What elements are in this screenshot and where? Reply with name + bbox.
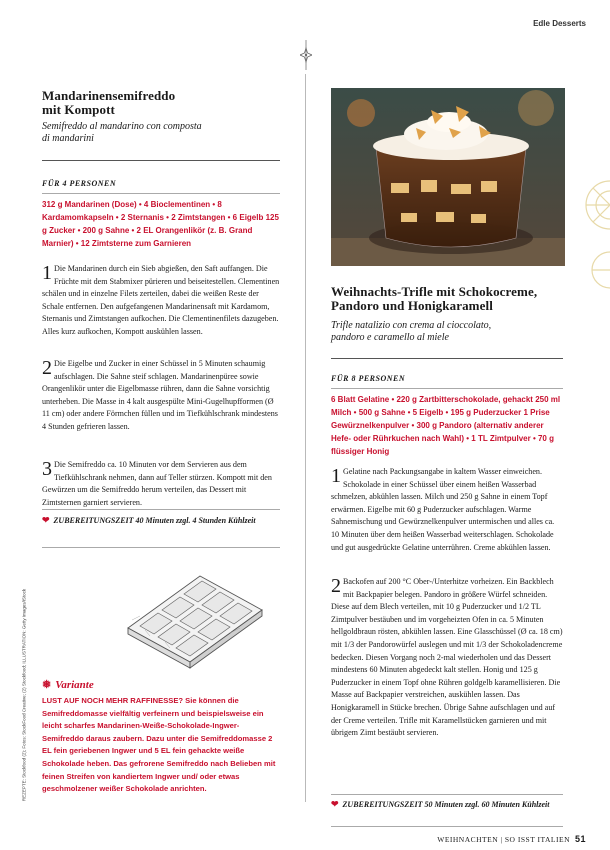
step-text: Die Mandarinen durch ein Sieb abgießen, den Saft auffangen. Die Früchte mit dem Stabmixer pürieren und beiseitestellen. Clementinen schälen und in einzelne Filets zerteilen, dabei die weißen Reste der Schale entfernen. Den aufgefangenen Mandarinensaft mit Kardamom, Sternanis und Zimtstangen aufkochen. Die Clementinenfilets dazugeben. Alles kurz aufkochen, Kompott auskühlen lassen. <box>42 264 280 336</box>
divider <box>331 358 563 359</box>
recipe-step <box>42 358 280 434</box>
recipe-subtitle-line: pandoro e caramello al miele <box>331 332 449 343</box>
recipe-title-line: Mandarinensemifreddo <box>42 88 176 103</box>
recipe-subtitle-line: di mandarini <box>42 133 94 144</box>
divider <box>331 826 563 827</box>
servings-label: FÜR 8 PERSONEN <box>331 374 406 383</box>
snowflake-icon: ❅ <box>42 679 52 691</box>
section-label: Edle Desserts <box>533 19 586 28</box>
recipe-title-line: mit Kompott <box>42 102 115 117</box>
photo-credits <box>20 575 28 815</box>
step-number: 1 <box>331 465 341 487</box>
heart-icon: ❤ <box>331 799 339 809</box>
prep-time-text: ZUBEREITUNGSZEIT 40 Minuten zzgl. 4 Stunden Kühlzeit <box>53 516 256 525</box>
step-number: 1 <box>42 262 52 284</box>
servings-label: FÜR 4 PERSONEN <box>42 179 117 188</box>
step-text: Die Semifreddo ca. 10 Minuten vor dem Servieren aus dem Tiefkühlschrank nehmen, dann auf Teller stürzen. Kompott mit den Gewürzen um die Semifreddo herum verteilen, das Dessert mit Zimtsternen garniert servieren. <box>42 460 272 507</box>
page-number: 51 <box>574 834 586 844</box>
ingredients-list: 6 Blatt Gelatine • 220 g Zartbitterschokolade, gehackt 250 ml Milch • 500 g Sahne • 5 Eigelb • 195 g Puderzucker 1 Prise Gewürznelkenpulver • 300 g Pandoro (alternativ anderer Hefe- oder Rührkuchen nach Wahl) • 1 TL Zimtpulver • 70 g flüssiger Honig <box>331 395 561 456</box>
variant-title: Variante <box>55 679 94 691</box>
recipe-step <box>331 576 563 740</box>
magazine-name: WEIHNACHTEN | SO ISST ITALIEN <box>437 835 570 844</box>
step-text: Backofen auf 200 °C Ober-/Unterhitze vorheizen. Ein Backblech mit Backpapier belegen. Pandoro in größere Würfel schneiden. Diese auf dem Blech verteilen, mit 10 g Puderzucker und 1/2 TL Zimtpulver bestäuben und im vorgeheizten Ofen in ca. 5 Minuten hellgoldbraun rösten, abkühlen lassen. Eine Glasschüssel (Ø ca. 18 cm) mit 1/3 der Pandorowürfel auslegen und mit 1/3 der Schokoladencreme bedecken. Diesen Vorgang noch 2-mal wiederholen und das Dessert mindestens 60 Minuten abgedeckt kalt stellen. Honig und 125 g Puderzucker in einem Topf ohne Rühren goldgelb karamellisieren. Die Masse auf Backpapier verstreichen, auskühlen lassen. Das Honigkaramell in Stücke brechen. Übrige Sahne aufschlagen und auf der Creme verteilen. Trifle mit Karamellstücken garnieren und mit übrigem Zimt bestäubt servieren. <box>331 577 563 738</box>
divider <box>42 193 280 194</box>
divider <box>42 509 280 510</box>
divider <box>42 160 280 161</box>
recipe-step <box>42 459 280 509</box>
snowflake-decoration-icon <box>580 160 610 300</box>
recipe-subtitle <box>42 121 282 145</box>
recipe-step <box>331 466 563 554</box>
ingredients-list: 312 g Mandarinen (Dose) • 4 Bioclementinen • 8 Kardamomkapseln • 2 Sternanis • 2 Zimtstangen • 6 Eigelb 125 g Zucker • 200 g Sahne • 2 EL Orangenlikör (z. B. Grand Marnier) • 12 Zimtsterne zum Garnieren <box>42 200 279 248</box>
step-number: 2 <box>331 575 341 597</box>
page-footer <box>437 834 586 844</box>
recipe-title-line: Pandoro und Honigkaramell <box>331 298 493 313</box>
variant-heading <box>42 678 94 691</box>
recipe-step <box>42 263 280 339</box>
variant-text: LUST AUF NOCH MEHR RAFFINESSE? Sie können die Semifreddomasse vielfältig verfeinern und beispielsweise ein leicht scharfes Mandarinen-Weiße-Schokolade-Ingwer-Semifreddo daraus zaubern. Dazu unter die Semifreddomasse 2 EL fein geriebenen Ingwer und 5 EL fein gehackte weiße Schokolade heben. Das gefrorene Semifreddo nach Belieben mit feinen Streifen von kandiertem Ingwer und/ oder etwas geschmolzener weißer Schokolade anrichten. <box>42 696 276 794</box>
divider <box>42 547 280 548</box>
star-ornament-icon <box>300 40 312 70</box>
recipe-title <box>42 89 282 117</box>
step-text: Gelatine nach Packungsangabe in kaltem Wasser einweichen. Schokolade in einer Schüssel über einem heißen Wasserbad schmelzen, abkühlen lassen. Milch und 250 g Sahne in einem Topf erwärmen. Eigelbe mit 60 g Puderzucker aufschlagen. Warme Sahnemischung und Gewürznelkenpulver untermischen und alles ca. 10 Minuten über dem heißen Wasserbad weiterschlagen. Schokolade und gut ausgedrückte Gelatine unterrühren. Creme abkühlen lassen. <box>331 467 555 552</box>
step-number: 2 <box>42 357 52 379</box>
column-divider <box>305 74 306 802</box>
recipe-subtitle <box>331 320 571 344</box>
prep-time <box>42 515 280 526</box>
recipe-subtitle-line: Semifreddo al mandarino con composta <box>42 121 202 132</box>
heart-icon: ❤ <box>42 515 50 525</box>
chocolate-bar-illustration <box>120 558 270 670</box>
prep-time <box>331 799 563 810</box>
divider <box>331 794 563 795</box>
recipe-title <box>331 285 571 313</box>
step-text: Die Eigelbe und Zucker in einer Schüssel in 5 Minuten schaumig aufschlagen. Die Sahne steif schlagen. Mandarinenpüree sowie Orangenlikör unter die Eigelbmasse rühren, dann die Sahne vorsichtig unterheben. Die Masse in 4 kalt ausgespülte Mini-Gugelhupfformen (Ø 11 cm) oder andere Förmchen füllen und im Tiefkühlschrank mindestens 4 Stunden gefrieren lassen. <box>42 359 278 431</box>
recipe-subtitle-line: Trifle natalizio con crema al cioccolato, <box>331 320 492 331</box>
step-number: 3 <box>42 458 52 480</box>
trifle-photo <box>331 88 565 266</box>
recipe-title-line: Weihnachts-Trifle mit Schokocreme, <box>331 284 538 299</box>
divider <box>331 388 563 389</box>
credits-text: REZEPTE: Stockfood (2); Fotos: StockFood Creative; (2) Stockfood; ILLUSTRATION: Getty Images/iStock <box>21 588 27 802</box>
prep-time-text: ZUBEREITUNGSZEIT 50 Minuten zzgl. 60 Minuten Kühlzeit <box>342 800 550 809</box>
